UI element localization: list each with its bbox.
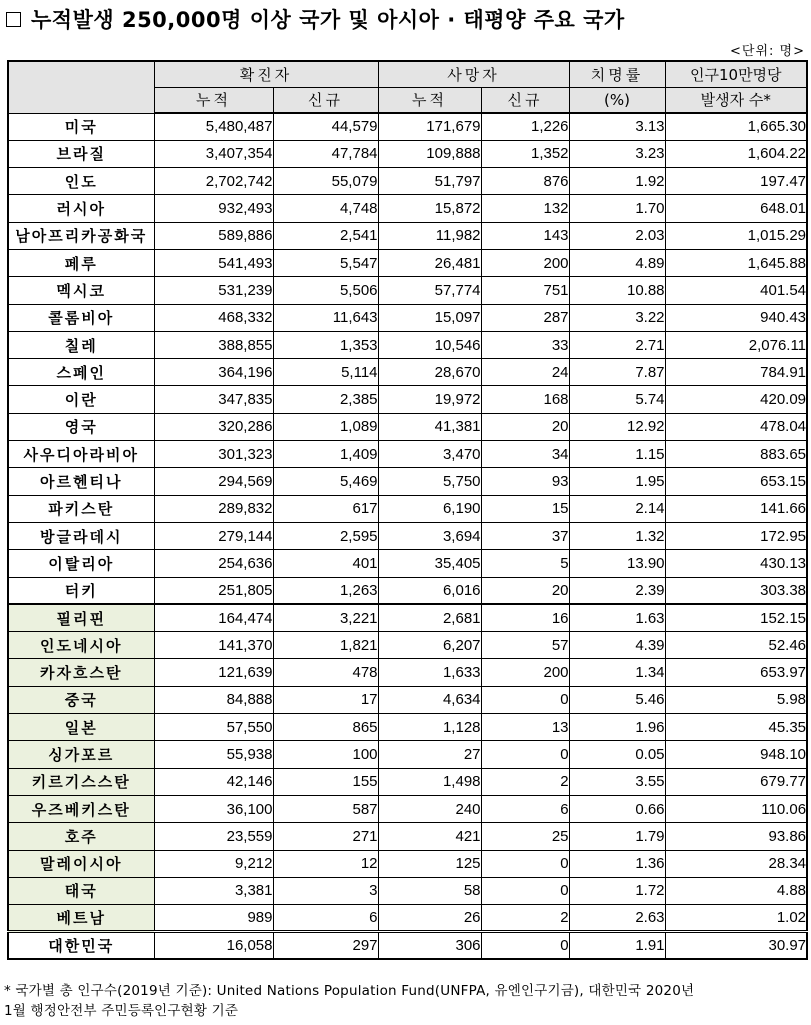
deaths-new: 200 (481, 659, 569, 686)
header-country (8, 61, 154, 113)
deaths-new: 37 (481, 522, 569, 549)
per100k: 1,015.29 (665, 222, 807, 249)
per100k: 30.97 (665, 932, 807, 959)
confirmed-new: 5,547 (273, 249, 378, 276)
per100k: 197.47 (665, 168, 807, 195)
deaths-cumulative: 35,405 (378, 550, 481, 577)
country-name: 미국 (8, 113, 154, 140)
per100k: 45.35 (665, 714, 807, 741)
per100k: 93.86 (665, 823, 807, 850)
table-row (8, 850, 807, 877)
fatality-rate: 1.72 (569, 877, 665, 904)
confirmed-new: 1,821 (273, 632, 378, 659)
fatality-rate: 13.90 (569, 550, 665, 577)
title-text: 누적발생 250,000명 이상 국가 및 아시아 · 태평양 주요 국가 (31, 8, 625, 32)
confirmed-cumulative: 294,569 (154, 468, 273, 495)
deaths-cumulative: 11,982 (378, 222, 481, 249)
fatality-rate: 0.66 (569, 795, 665, 822)
deaths-new: 57 (481, 632, 569, 659)
confirmed-new: 5,114 (273, 359, 378, 386)
per100k: 141.66 (665, 495, 807, 522)
confirmed-cumulative: 42,146 (154, 768, 273, 795)
per100k: 28.34 (665, 850, 807, 877)
deaths-cumulative: 3,694 (378, 522, 481, 549)
confirmed-cumulative: 36,100 (154, 795, 273, 822)
table-row (8, 877, 807, 904)
confirmed-cumulative: 84,888 (154, 686, 273, 713)
fatality-rate: 1.32 (569, 522, 665, 549)
per100k: 172.95 (665, 522, 807, 549)
country-name: 브라질 (8, 140, 154, 167)
confirmed-cumulative: 289,832 (154, 495, 273, 522)
table-row (8, 168, 807, 195)
deaths-cumulative: 41,381 (378, 413, 481, 440)
fatality-rate: 1.15 (569, 441, 665, 468)
header-confirmed: 확진자 (154, 61, 378, 87)
deaths-cumulative: 6,207 (378, 632, 481, 659)
table-row (8, 604, 807, 631)
confirmed-new: 11,643 (273, 304, 378, 331)
country-name: 파키스탄 (8, 495, 154, 522)
deaths-new: 143 (481, 222, 569, 249)
unit-label: <단위: 명> (730, 44, 805, 59)
fatality-rate: 3.23 (569, 140, 665, 167)
fatality-rate: 1.96 (569, 714, 665, 741)
confirmed-new: 401 (273, 550, 378, 577)
confirmed-new: 587 (273, 795, 378, 822)
table-row (8, 522, 807, 549)
confirmed-new: 2,595 (273, 522, 378, 549)
deaths-new: 0 (481, 932, 569, 959)
deaths-new: 16 (481, 604, 569, 631)
deaths-new: 5 (481, 550, 569, 577)
fatality-rate: 0.05 (569, 741, 665, 768)
country-name: 남아프리카공화국 (8, 222, 154, 249)
header-deaths-cumulative: 누적 (378, 87, 481, 113)
deaths-cumulative: 1,128 (378, 714, 481, 741)
deaths-new: 0 (481, 686, 569, 713)
deaths-new: 13 (481, 714, 569, 741)
confirmed-cumulative: 254,636 (154, 550, 273, 577)
country-name: 이란 (8, 386, 154, 413)
deaths-cumulative: 27 (378, 741, 481, 768)
country-name: 필리핀 (8, 604, 154, 631)
table-row (8, 823, 807, 850)
fatality-rate: 2.63 (569, 905, 665, 932)
confirmed-cumulative: 23,559 (154, 823, 273, 850)
per100k: 940.43 (665, 304, 807, 331)
per100k: 653.97 (665, 659, 807, 686)
deaths-cumulative: 240 (378, 795, 481, 822)
table-row (8, 386, 807, 413)
country-name: 터키 (8, 577, 154, 604)
table-row (8, 577, 807, 604)
per100k: 1,665.30 (665, 113, 807, 140)
fatality-rate: 2.39 (569, 577, 665, 604)
deaths-new: 15 (481, 495, 569, 522)
per100k: 430.13 (665, 550, 807, 577)
table-body (8, 113, 807, 959)
fatality-rate: 4.39 (569, 632, 665, 659)
confirmed-cumulative: 57,550 (154, 714, 273, 741)
country-name: 방글라데시 (8, 522, 154, 549)
deaths-cumulative: 26,481 (378, 249, 481, 276)
table-row (8, 468, 807, 495)
fatality-rate: 1.63 (569, 604, 665, 631)
deaths-new: 25 (481, 823, 569, 850)
header-confirmed-cumulative: 누적 (154, 87, 273, 113)
fatality-rate: 3.55 (569, 768, 665, 795)
confirmed-cumulative: 2,702,742 (154, 168, 273, 195)
table-row (8, 905, 807, 932)
table-row (8, 195, 807, 222)
confirmed-new: 2,385 (273, 386, 378, 413)
confirmed-cumulative: 164,474 (154, 604, 273, 631)
fatality-rate: 10.88 (569, 277, 665, 304)
fatality-rate: 1.34 (569, 659, 665, 686)
confirmed-new: 1,263 (273, 577, 378, 604)
deaths-new: 20 (481, 577, 569, 604)
deaths-cumulative: 125 (378, 850, 481, 877)
footnote (4, 981, 809, 1021)
deaths-new: 1,352 (481, 140, 569, 167)
country-name: 아르헨티나 (8, 468, 154, 495)
per100k: 1.02 (665, 905, 807, 932)
confirmed-new: 5,506 (273, 277, 378, 304)
header-fatality: 치명률 (569, 61, 665, 87)
confirmed-new: 12 (273, 850, 378, 877)
header-deaths-new: 신규 (481, 87, 569, 113)
deaths-cumulative: 6,016 (378, 577, 481, 604)
per100k: 679.77 (665, 768, 807, 795)
per100k: 303.38 (665, 577, 807, 604)
fatality-rate: 5.74 (569, 386, 665, 413)
deaths-cumulative: 26 (378, 905, 481, 932)
checkbox-square-icon (6, 12, 21, 27)
confirmed-cumulative: 3,407,354 (154, 140, 273, 167)
deaths-new: 876 (481, 168, 569, 195)
confirmed-new: 1,409 (273, 441, 378, 468)
country-name: 말레이시아 (8, 850, 154, 877)
per100k: 5.98 (665, 686, 807, 713)
header-confirmed-new: 신규 (273, 87, 378, 113)
confirmed-new: 3 (273, 877, 378, 904)
table-row (8, 113, 807, 140)
confirmed-cumulative: 279,144 (154, 522, 273, 549)
confirmed-cumulative: 55,938 (154, 741, 273, 768)
deaths-new: 0 (481, 850, 569, 877)
confirmed-cumulative: 320,286 (154, 413, 273, 440)
deaths-cumulative: 109,888 (378, 140, 481, 167)
confirmed-cumulative: 9,212 (154, 850, 273, 877)
country-name: 키르기스스탄 (8, 768, 154, 795)
deaths-new: 1,226 (481, 113, 569, 140)
country-name: 콜롬비아 (8, 304, 154, 331)
deaths-new: 132 (481, 195, 569, 222)
deaths-cumulative: 2,681 (378, 604, 481, 631)
deaths-cumulative: 19,972 (378, 386, 481, 413)
table-row (8, 495, 807, 522)
fatality-rate: 4.89 (569, 249, 665, 276)
deaths-cumulative: 10,546 (378, 331, 481, 358)
table-row (8, 795, 807, 822)
per100k: 948.10 (665, 741, 807, 768)
confirmed-new: 478 (273, 659, 378, 686)
country-name: 일본 (8, 714, 154, 741)
confirmed-new: 55,079 (273, 168, 378, 195)
fatality-rate: 2.71 (569, 331, 665, 358)
deaths-new: 751 (481, 277, 569, 304)
country-name: 멕시코 (8, 277, 154, 304)
fatality-rate: 1.95 (569, 468, 665, 495)
deaths-cumulative: 51,797 (378, 168, 481, 195)
header-deaths: 사망자 (378, 61, 569, 87)
country-name: 스페인 (8, 359, 154, 386)
deaths-cumulative: 57,774 (378, 277, 481, 304)
confirmed-cumulative: 5,480,487 (154, 113, 273, 140)
per100k: 478.04 (665, 413, 807, 440)
deaths-cumulative: 3,470 (378, 441, 481, 468)
fatality-rate: 1.92 (569, 168, 665, 195)
covid-country-table (7, 60, 808, 960)
confirmed-new: 4,748 (273, 195, 378, 222)
fatality-rate: 12.92 (569, 413, 665, 440)
per100k: 401.54 (665, 277, 807, 304)
fatality-rate: 1.36 (569, 850, 665, 877)
table-row (8, 768, 807, 795)
confirmed-new: 2,541 (273, 222, 378, 249)
confirmed-cumulative: 541,493 (154, 249, 273, 276)
table-row (8, 741, 807, 768)
table-row (8, 222, 807, 249)
deaths-new: 33 (481, 331, 569, 358)
per100k: 110.06 (665, 795, 807, 822)
deaths-cumulative: 171,679 (378, 113, 481, 140)
table-row (8, 441, 807, 468)
per100k: 152.15 (665, 604, 807, 631)
page-title (6, 4, 625, 34)
fatality-rate: 3.13 (569, 113, 665, 140)
confirmed-cumulative: 121,639 (154, 659, 273, 686)
deaths-cumulative: 15,872 (378, 195, 481, 222)
table-row (8, 249, 807, 276)
confirmed-cumulative: 388,855 (154, 331, 273, 358)
confirmed-new: 155 (273, 768, 378, 795)
confirmed-new: 6 (273, 905, 378, 932)
country-name: 우즈베키스탄 (8, 795, 154, 822)
confirmed-cumulative: 932,493 (154, 195, 273, 222)
deaths-cumulative: 421 (378, 823, 481, 850)
deaths-cumulative: 5,750 (378, 468, 481, 495)
confirmed-new: 44,579 (273, 113, 378, 140)
per100k: 1,645.88 (665, 249, 807, 276)
confirmed-new: 297 (273, 932, 378, 959)
country-name: 베트남 (8, 905, 154, 932)
deaths-new: 93 (481, 468, 569, 495)
confirmed-cumulative: 347,835 (154, 386, 273, 413)
country-name: 영국 (8, 413, 154, 440)
confirmed-cumulative: 364,196 (154, 359, 273, 386)
confirmed-cumulative: 589,886 (154, 222, 273, 249)
deaths-new: 168 (481, 386, 569, 413)
deaths-new: 20 (481, 413, 569, 440)
confirmed-new: 1,353 (273, 331, 378, 358)
per100k: 420.09 (665, 386, 807, 413)
deaths-new: 2 (481, 768, 569, 795)
table-row (8, 632, 807, 659)
footnote-line-2: 1월 행정안전부 주민등록인구현황 기준 (4, 1003, 239, 1019)
header-fatality-unit: (%) (569, 87, 665, 113)
table-row (8, 686, 807, 713)
confirmed-cumulative: 3,381 (154, 877, 273, 904)
per100k: 2,076.11 (665, 331, 807, 358)
country-name: 페루 (8, 249, 154, 276)
confirmed-new: 3,221 (273, 604, 378, 631)
header-per100k-sub: 발생자 수* (665, 87, 807, 113)
confirmed-new: 47,784 (273, 140, 378, 167)
confirmed-new: 617 (273, 495, 378, 522)
deaths-cumulative: 4,634 (378, 686, 481, 713)
deaths-new: 287 (481, 304, 569, 331)
deaths-cumulative: 15,097 (378, 304, 481, 331)
fatality-rate: 3.22 (569, 304, 665, 331)
deaths-new: 2 (481, 905, 569, 932)
country-name: 태국 (8, 877, 154, 904)
per100k: 1,604.22 (665, 140, 807, 167)
confirmed-new: 271 (273, 823, 378, 850)
confirmed-new: 17 (273, 686, 378, 713)
deaths-new: 24 (481, 359, 569, 386)
deaths-cumulative: 1,633 (378, 659, 481, 686)
country-name: 싱가포르 (8, 741, 154, 768)
table-row (8, 304, 807, 331)
deaths-cumulative: 306 (378, 932, 481, 959)
country-name: 칠레 (8, 331, 154, 358)
country-name: 러시아 (8, 195, 154, 222)
fatality-rate: 7.87 (569, 359, 665, 386)
table-header (8, 61, 807, 113)
confirmed-new: 1,089 (273, 413, 378, 440)
confirmed-cumulative: 989 (154, 905, 273, 932)
deaths-new: 6 (481, 795, 569, 822)
confirmed-cumulative: 531,239 (154, 277, 273, 304)
country-name: 인도네시아 (8, 632, 154, 659)
footnote-line-1: * 국가별 총 인구수(2019년 기준): United Nations Population Fund(UNFPA, 유엔인구기금), 대한민국 2020년 (4, 983, 695, 999)
deaths-cumulative: 28,670 (378, 359, 481, 386)
fatality-rate: 2.14 (569, 495, 665, 522)
deaths-cumulative: 58 (378, 877, 481, 904)
confirmed-new: 865 (273, 714, 378, 741)
confirmed-cumulative: 16,058 (154, 932, 273, 959)
country-name: 이탈리아 (8, 550, 154, 577)
confirmed-new: 100 (273, 741, 378, 768)
per100k: 648.01 (665, 195, 807, 222)
country-name: 호주 (8, 823, 154, 850)
per100k: 784.91 (665, 359, 807, 386)
confirmed-cumulative: 301,323 (154, 441, 273, 468)
table-row (8, 140, 807, 167)
deaths-new: 34 (481, 441, 569, 468)
confirmed-cumulative: 251,805 (154, 577, 273, 604)
per100k: 4.88 (665, 877, 807, 904)
fatality-rate: 2.03 (569, 222, 665, 249)
country-name: 중국 (8, 686, 154, 713)
table-row (8, 413, 807, 440)
country-name: 카자흐스탄 (8, 659, 154, 686)
per100k: 653.15 (665, 468, 807, 495)
confirmed-cumulative: 141,370 (154, 632, 273, 659)
table-row (8, 659, 807, 686)
fatality-rate: 1.70 (569, 195, 665, 222)
deaths-cumulative: 1,498 (378, 768, 481, 795)
confirmed-new: 5,469 (273, 468, 378, 495)
per100k: 883.65 (665, 441, 807, 468)
table-row (8, 932, 807, 959)
deaths-new: 0 (481, 877, 569, 904)
table-row (8, 550, 807, 577)
country-name: 인도 (8, 168, 154, 195)
table-row (8, 359, 807, 386)
deaths-new: 0 (481, 741, 569, 768)
table-row (8, 331, 807, 358)
confirmed-cumulative: 468,332 (154, 304, 273, 331)
country-name: 대한민국 (8, 932, 154, 959)
per100k: 52.46 (665, 632, 807, 659)
deaths-cumulative: 6,190 (378, 495, 481, 522)
header-per100k: 인구10만명당 (665, 61, 807, 87)
country-name: 사우디아라비아 (8, 441, 154, 468)
fatality-rate: 1.91 (569, 932, 665, 959)
table-row (8, 714, 807, 741)
table-row (8, 277, 807, 304)
deaths-new: 200 (481, 249, 569, 276)
fatality-rate: 1.79 (569, 823, 665, 850)
fatality-rate: 5.46 (569, 686, 665, 713)
